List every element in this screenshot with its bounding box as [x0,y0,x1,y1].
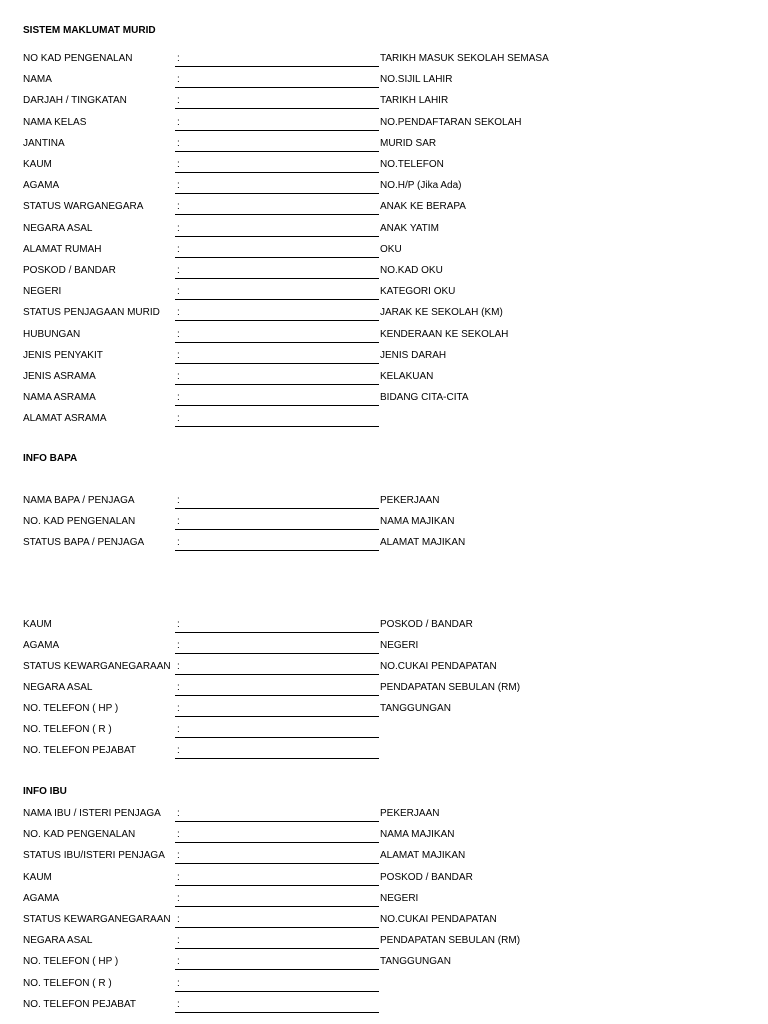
field-label-right: POSKOD / BANDAR [380,619,473,630]
field-input-line[interactable] [175,137,379,152]
form-row [0,723,768,737]
field-input-line[interactable] [175,618,379,633]
field-label-right: TANGGUNGAN [380,956,451,968]
field-label-right: PENDAPATAN SEBULAN (RM) [380,935,521,947]
form-row [0,222,768,236]
field-colon: : [177,95,180,107]
form-row [0,116,768,130]
field-label: NEGARA ASAL [23,222,93,234]
field-input-line[interactable] [175,179,379,194]
field-input-line[interactable] [175,807,379,822]
field-colon: : [177,998,180,1010]
field-input-line[interactable] [175,264,379,279]
field-input-line[interactable] [175,892,379,907]
field-colon: : [177,286,180,298]
field-label: NO. KAD PENGENALAN [23,829,136,841]
field-input-line[interactable] [175,370,379,385]
field-label-right: NAMA MAJIKAN [380,829,455,841]
field-colon: : [177,956,180,968]
field-colon: : [177,222,180,234]
field-label: STATUS KEWARGANEGARAAN [23,661,171,672]
field-label: STATUS BAPA / PENJAGA [23,537,145,548]
form-row [0,934,768,948]
field-label-right: NO.KAD OKU [380,265,443,276]
field-colon: : [177,413,180,425]
field-label: AGAMA [23,180,60,192]
form-row [0,871,768,885]
form-row [0,412,768,426]
field-label-right: NEGERI [380,640,419,651]
field-colon: : [177,619,180,630]
form-row [0,515,768,529]
field-input-line[interactable] [175,536,379,551]
field-colon: : [177,349,180,361]
field-input-line[interactable] [175,200,379,215]
field-label-right: KELAKUAN [380,371,434,382]
field-label: NAMA IBU / ISTERI PENJAGA [23,808,161,819]
field-colon: : [177,914,180,925]
field-label: NAMA BAPA / PENJAGA [23,495,135,506]
field-colon: : [177,137,180,149]
field-colon: : [177,682,180,693]
field-input-line[interactable] [175,934,379,949]
field-input-line[interactable] [175,828,379,843]
field-label-right: NO.H/P (Jika Ada) [380,180,462,192]
form-row [0,660,768,674]
field-input-line[interactable] [175,158,379,173]
field-colon: : [177,829,180,841]
field-label-right: NO.CUKAI PENDAPATAN [380,914,497,925]
field-label: STATUS IBU/ISTERI PENJAGA [23,850,165,862]
field-input-line[interactable] [175,243,379,258]
form-row [0,998,768,1012]
field-colon: : [177,935,180,947]
field-colon: : [177,74,180,86]
field-input-line[interactable] [175,73,379,88]
field-input-line[interactable] [175,871,379,886]
field-label-right: TARIKH MASUK SEKOLAH SEMASA [380,53,549,64]
field-colon: : [177,850,180,862]
field-colon: : [177,703,180,714]
field-input-line[interactable] [175,285,379,300]
field-colon: : [177,871,180,883]
form-row [0,137,768,151]
field-label-right: TARIKH LAHIR [380,95,449,107]
field-label-right: NEGERI [380,892,419,904]
field-input-line[interactable] [175,94,379,109]
field-label: JENIS PENYAKIT [23,349,103,361]
form-row [0,913,768,927]
field-label-right: NO.SIJIL LAHIR [380,74,453,86]
field-input-line[interactable] [175,723,379,738]
form-row [0,892,768,906]
field-label-right: NO.CUKAI PENDAPATAN [380,661,497,672]
field-colon: : [177,328,180,340]
field-label-right: POSKOD / BANDAR [380,871,473,883]
field-label: NO. TELEFON ( HP ) [23,956,119,968]
field-input-line[interactable] [175,52,379,67]
field-label: NAMA KELAS [23,116,87,128]
field-colon: : [177,371,180,382]
form-row [0,200,768,214]
form-row [0,807,768,821]
field-label-right: TANGGUNGAN [380,703,451,714]
form-row [0,536,768,550]
field-label-right: PENDAPATAN SEBULAN (RM) [380,682,521,693]
field-input-line[interactable] [175,660,379,675]
field-label: NO KAD PENGENALAN [23,53,133,64]
section-title-mother-info: INFO IBU [23,786,67,797]
field-label-right: ALAMAT MAJIKAN [380,537,466,548]
field-colon: : [177,808,180,819]
field-label: NAMA [23,74,52,86]
field-label: POSKOD / BANDAR [23,265,116,276]
form-row [0,681,768,695]
form-row [0,955,768,969]
field-label: HUBUNGAN [23,328,81,340]
form-row [0,349,768,363]
field-colon: : [177,537,180,548]
field-label: JENIS ASRAMA [23,371,96,382]
form-row [0,494,768,508]
field-label: NAMA ASRAMA [23,392,96,404]
field-input-line[interactable] [175,116,379,131]
field-label-right: OKU [380,243,402,255]
form-row [0,702,768,716]
field-label-right: PEKERJAAN [380,495,440,506]
field-label: ALAMAT RUMAH [23,243,102,255]
field-label: NO. KAD PENGENALAN [23,516,136,527]
field-label: STATUS PENJAGAAN MURID [23,307,160,319]
form-row [0,158,768,172]
form-row [0,328,768,342]
field-colon: : [177,53,180,64]
field-label: AGAMA [23,892,60,904]
field-label: NO. TELEFON PEJABAT [23,745,136,756]
field-colon: : [177,745,180,756]
field-colon: : [177,201,180,213]
field-colon: : [177,392,180,404]
form-row [0,73,768,87]
field-colon: : [177,180,180,192]
field-label: ALAMAT ASRAMA [23,413,107,425]
form-row [0,264,768,278]
form-row [0,849,768,863]
field-label: KAUM [23,159,52,170]
field-input-line[interactable] [175,998,379,1013]
field-label: DARJAH / TINGKATAN [23,95,127,107]
form-row [0,306,768,320]
field-label: NEGARA ASAL [23,682,93,693]
field-label-right: PEKERJAAN [380,808,440,819]
field-label: NO. TELEFON ( HP ) [23,703,119,714]
field-label-right: ALAMAT MAJIKAN [380,850,466,862]
field-label: STATUS KEWARGANEGARAAN [23,914,171,925]
field-label: NO. TELEFON ( R ) [23,977,112,989]
field-label: KAUM [23,871,52,883]
field-input-line[interactable] [175,639,379,654]
form-row [0,370,768,384]
field-input-line[interactable] [175,391,379,406]
field-input-line[interactable] [175,306,379,321]
form-row [0,744,768,758]
field-input-line[interactable] [175,222,379,237]
field-colon: : [177,116,180,128]
field-colon: : [177,495,180,506]
field-label: AGAMA [23,640,60,651]
field-input-line[interactable] [175,702,379,717]
form-row [0,828,768,842]
field-input-line[interactable] [175,494,379,509]
form-row [0,391,768,405]
field-label-right: ANAK YATIM [380,222,439,234]
field-label: NEGARA ASAL [23,935,93,947]
field-label: NO. TELEFON PEJABAT [23,998,136,1010]
field-colon: : [177,243,180,255]
field-input-line[interactable] [175,849,379,864]
form-row [0,179,768,193]
form-row [0,639,768,653]
field-label: NEGERI [23,286,62,298]
field-colon: : [177,516,180,527]
field-label-right: NAMA MAJIKAN [380,516,455,527]
field-colon: : [177,159,180,170]
field-input-line[interactable] [175,681,379,696]
field-input-line[interactable] [175,744,379,759]
field-input-line[interactable] [175,515,379,530]
field-label-right: NO.TELEFON [380,159,444,170]
field-input-line[interactable] [175,328,379,343]
form-row [0,52,768,66]
form-row [0,243,768,257]
field-label: NO. TELEFON ( R ) [23,724,112,735]
section-title-student-info: SISTEM MAKLUMAT MURID [23,25,156,36]
form-row [0,94,768,108]
field-label: KAUM [23,619,52,630]
section-title-father-info: INFO BAPA [23,453,78,464]
field-label-right: KENDERAAN KE SEKOLAH [380,328,509,340]
field-label-right: KATEGORI OKU [380,286,456,298]
field-colon: : [177,661,180,672]
field-label: JANTINA [23,137,65,149]
field-input-line[interactable] [175,977,379,992]
form-row [0,618,768,632]
field-colon: : [177,307,180,319]
field-input-line[interactable] [175,349,379,364]
field-colon: : [177,892,180,904]
field-label-right: NO.PENDAFTARAN SEKOLAH [380,116,522,128]
field-input-line[interactable] [175,412,379,427]
form-row [0,977,768,991]
field-label-right: ANAK KE BERAPA [380,201,466,213]
field-input-line[interactable] [175,955,379,970]
field-label-right: JARAK KE SEKOLAH (KM) [380,307,503,319]
field-colon: : [177,640,180,651]
field-label: STATUS WARGANEGARA [23,201,144,213]
field-label-right: BIDANG CITA-CITA [380,392,469,404]
field-label-right: MURID SAR [380,137,437,149]
form-row [0,285,768,299]
field-colon: : [177,977,180,989]
field-colon: : [177,265,180,276]
field-label-right: JENIS DARAH [380,349,447,361]
field-colon: : [177,724,180,735]
field-input-line[interactable] [175,913,379,928]
